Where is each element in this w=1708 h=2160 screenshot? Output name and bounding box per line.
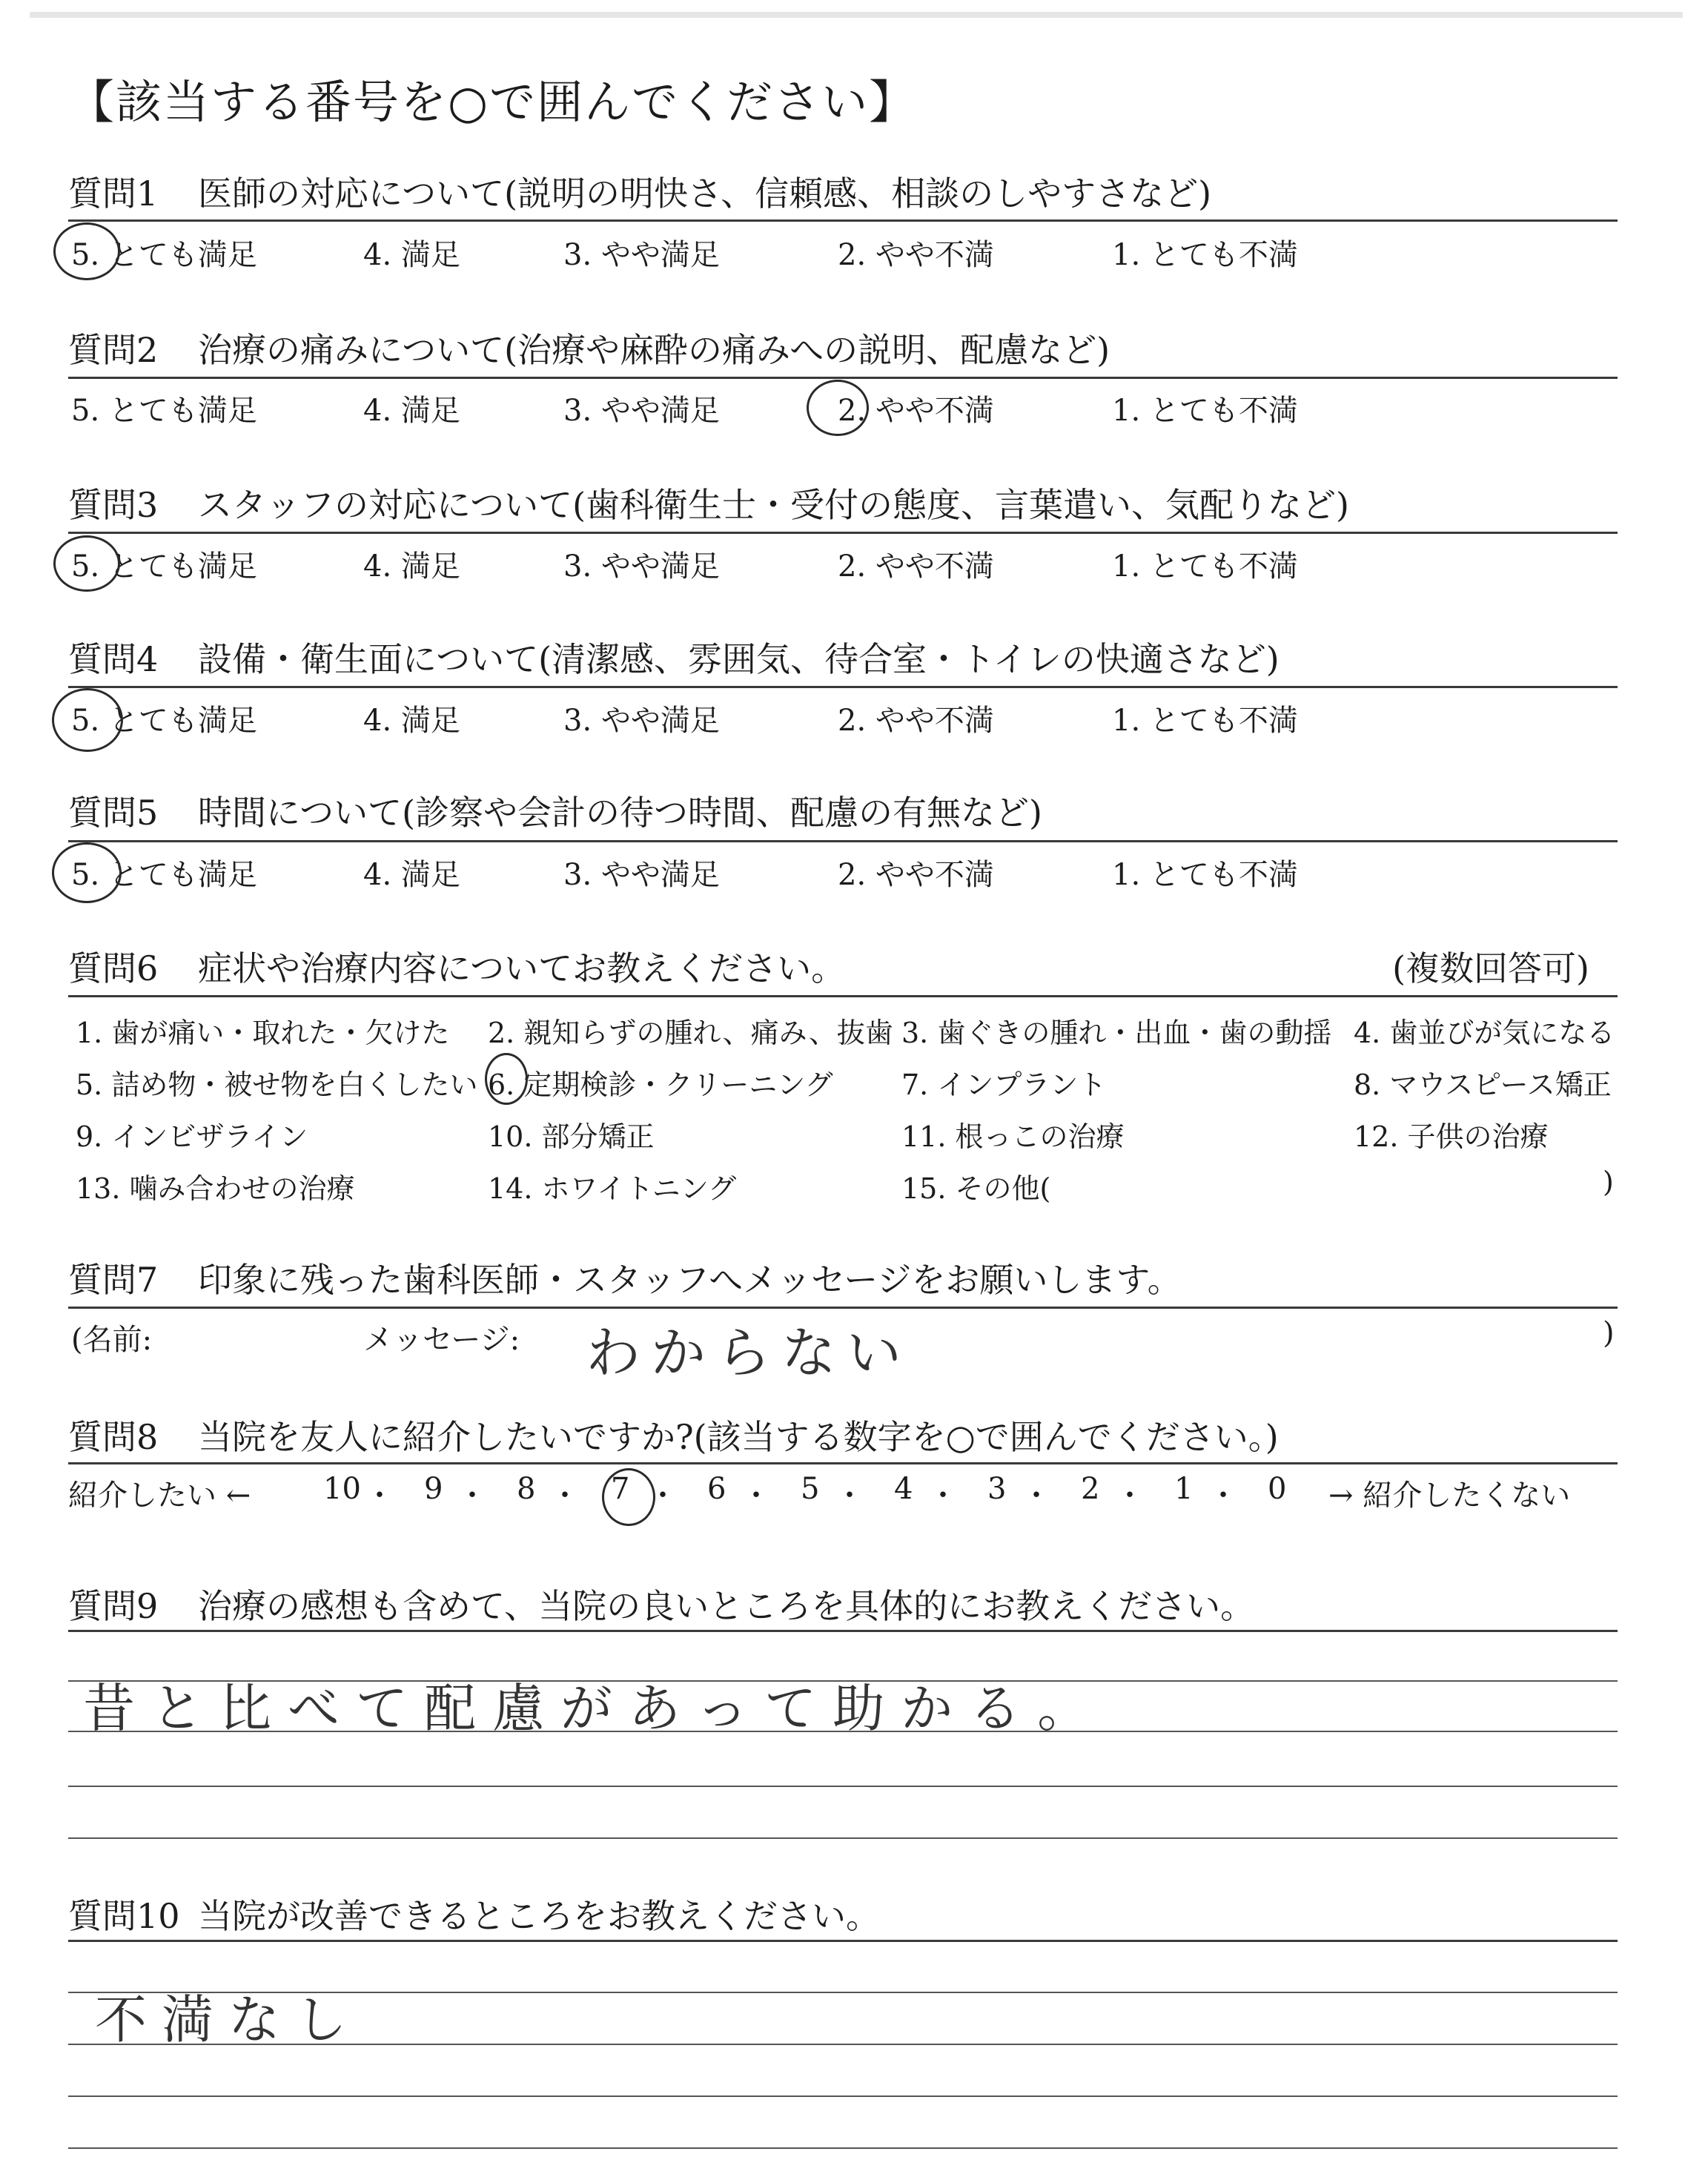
question-text: 印象に残った歯科医師・スタッフへメッセージをお願いします。: [198, 1260, 1182, 1300]
answer-circle-q1: [53, 222, 120, 280]
question-text: 症状や治療内容についてお教えください。: [198, 948, 846, 988]
option-5[interactable]: 5. とても満足: [71, 394, 257, 428]
scale-value[interactable]: 7: [611, 1472, 630, 1506]
option-4[interactable]: 4. 満足: [363, 394, 460, 428]
question-rule: [68, 532, 1618, 534]
option-3[interactable]: 3. やや満足: [563, 238, 720, 272]
question-7: [68, 1253, 1182, 1302]
question-text: 治療の感想も含めて、当院の良いところを具体的にお教えください。: [198, 1586, 1255, 1626]
scale-value[interactable]: 5: [801, 1472, 820, 1506]
answer-line: [68, 2147, 1618, 2149]
question-5: [68, 786, 1042, 835]
answer-circle-q8: [602, 1468, 655, 1526]
question-text: 医師の対応について(説明の明快さ、信頼感、相談のしやすさなど): [198, 174, 1212, 214]
symptom-option[interactable]: 11. 根っこの治療: [901, 1120, 1125, 1153]
scale-value[interactable]: 10: [323, 1472, 361, 1506]
question-9: [68, 1579, 1254, 1628]
option-1[interactable]: 1. とても不満: [1112, 238, 1298, 272]
option-3[interactable]: 3. やや満足: [563, 704, 720, 738]
question-rule: [68, 840, 1618, 842]
option-3[interactable]: 3. やや満足: [563, 858, 720, 892]
symptom-option[interactable]: 14. ホワイトニング: [488, 1172, 737, 1205]
symptom-option[interactable]: 9. インビザライン: [76, 1120, 308, 1153]
scale-left-label: 紹介したい ←: [68, 1479, 251, 1513]
scan-top-edge: [30, 12, 1683, 18]
symptom-option[interactable]: 13. 噛み合わせの治療: [76, 1172, 355, 1205]
question-number: 質問2: [68, 330, 159, 370]
answer-line: [68, 1837, 1618, 1839]
question-number: 質問3: [68, 485, 159, 525]
option-2[interactable]: 2. やや不満: [838, 238, 994, 272]
option-2[interactable]: 2. やや不満: [838, 704, 994, 738]
scale-value[interactable]: 1: [1174, 1472, 1194, 1506]
answer-circle-q6: [485, 1053, 528, 1105]
option-4[interactable]: 4. 満足: [363, 858, 460, 892]
question-text: 当院が改善できるところをお教えください。: [198, 1896, 880, 1936]
question-rule: [68, 1462, 1618, 1464]
option-5[interactable]: 5. とても満足: [71, 549, 257, 584]
symptom-option[interactable]: 5. 詰め物・被せ物を白くしたい: [76, 1069, 478, 1101]
scale-value[interactable]: 9: [424, 1472, 443, 1506]
option-5[interactable]: 5. とても満足: [71, 858, 257, 892]
question-number: 質問8: [68, 1417, 159, 1457]
question-6: [68, 942, 845, 991]
answer-circle-q4: [52, 688, 123, 752]
option-4[interactable]: 4. 満足: [363, 549, 460, 584]
option-1[interactable]: 1. とても不満: [1112, 394, 1298, 428]
symptom-option[interactable]: 3. 歯ぐきの腫れ・出血・歯の動揺: [901, 1017, 1332, 1049]
option-4[interactable]: 4. 満足: [363, 704, 460, 738]
question-number: 質問9: [68, 1586, 159, 1626]
symptom-option[interactable]: 12. 子供の治療: [1354, 1120, 1549, 1153]
scale-value[interactable]: 6: [707, 1472, 726, 1506]
question-2: [68, 323, 1110, 372]
option-1[interactable]: 1. とても不満: [1112, 549, 1298, 584]
question-text: 治療の痛みについて(治療や麻酔の痛みへの説明、配慮など): [198, 330, 1110, 370]
scale-value[interactable]: 0: [1268, 1472, 1287, 1506]
symptom-option[interactable]: 15. その他(: [901, 1172, 1051, 1205]
handwritten-message: わからない: [586, 1321, 912, 1385]
option-4[interactable]: 4. 満足: [363, 238, 460, 272]
option-5[interactable]: 5. とても満足: [71, 704, 257, 738]
question-number: 質問4: [68, 639, 159, 679]
message-label: メッセージ:: [363, 1323, 520, 1357]
question-number: 質問5: [68, 793, 159, 833]
question-text: 設備・衛生面について(清潔感、雰囲気、待合室・トイレの快適さなど): [198, 639, 1280, 679]
other-close-paren: ): [1603, 1166, 1614, 1198]
answer-line: [68, 1786, 1618, 1787]
option-1[interactable]: 1. とても不満: [1112, 858, 1298, 892]
question-3: [68, 478, 1349, 527]
option-5[interactable]: 5. とても満足: [71, 238, 257, 272]
handwritten-good-points: 昔と比べて配慮があって助かる。: [83, 1678, 1106, 1739]
answer-circle-q3: [53, 535, 120, 592]
question-rule: [68, 377, 1618, 379]
option-2[interactable]: 2. やや不満: [838, 858, 994, 892]
question-text: 時間について(診察や会計の待つ時間、配慮の有無など): [198, 793, 1042, 833]
option-3[interactable]: 3. やや満足: [563, 549, 720, 584]
symptom-option[interactable]: 6. 定期検診・クリーニング: [488, 1069, 833, 1101]
question-rule: [68, 1630, 1618, 1632]
question-4: [68, 633, 1280, 681]
symptom-option[interactable]: 1. 歯が痛い・取れた・欠けた: [76, 1017, 450, 1049]
option-2[interactable]: 2. やや不満: [838, 549, 994, 584]
scale-value[interactable]: 4: [894, 1472, 913, 1506]
option-3[interactable]: 3. やや満足: [563, 394, 720, 428]
question-number: 質問10: [68, 1896, 180, 1936]
question-rule: [68, 686, 1618, 688]
question-text: 当院を友人に紹介したいですか?(該当する数字を○で囲んでください。): [198, 1417, 1279, 1457]
question-text: スタッフの対応について(歯科衛生士・受付の態度、言葉遣い、気配りなど): [198, 485, 1349, 525]
option-1[interactable]: 1. とても不満: [1112, 704, 1298, 738]
question-number: 質問1: [68, 174, 159, 214]
symptom-option[interactable]: 8. マウスピース矯正: [1354, 1069, 1612, 1101]
question-rule: [68, 219, 1618, 222]
question-rule: [68, 1940, 1618, 1942]
symptom-option[interactable]: 2. 親知らずの腫れ、痛み、抜歯: [488, 1017, 893, 1049]
answer-line: [68, 2095, 1618, 2097]
answer-circle-q5: [52, 842, 122, 903]
message-close-paren: ): [1603, 1316, 1615, 1350]
question-1: [68, 167, 1211, 216]
answer-circle-q2: [807, 380, 869, 436]
symptom-option[interactable]: 4. 歯並びが気になる: [1354, 1017, 1615, 1049]
scale-right-label: → 紹介したくない: [1328, 1479, 1571, 1513]
question-number: 質問7: [68, 1260, 159, 1300]
option-2[interactable]: 2. やや不満: [838, 394, 994, 428]
name-label: (名前:: [71, 1323, 153, 1357]
question-10: [68, 1889, 880, 1938]
scale-value[interactable]: 8: [517, 1472, 536, 1506]
scale-value[interactable]: 2: [1081, 1472, 1100, 1506]
handwritten-improvements: 不満なし: [95, 1989, 362, 2050]
question-rule: [68, 995, 1618, 997]
question-number: 質問6: [68, 948, 159, 988]
page-title: 【該当する番号を○で囲んでください】: [68, 75, 917, 129]
question-rule: [68, 1307, 1618, 1309]
symptom-option[interactable]: 7. インプラント: [901, 1069, 1107, 1101]
question-8: [68, 1410, 1279, 1459]
multiple-answers-note: (複数回答可): [1392, 948, 1589, 988]
symptom-option[interactable]: 10. 部分矯正: [488, 1120, 655, 1153]
scale-value[interactable]: 3: [987, 1472, 1007, 1506]
